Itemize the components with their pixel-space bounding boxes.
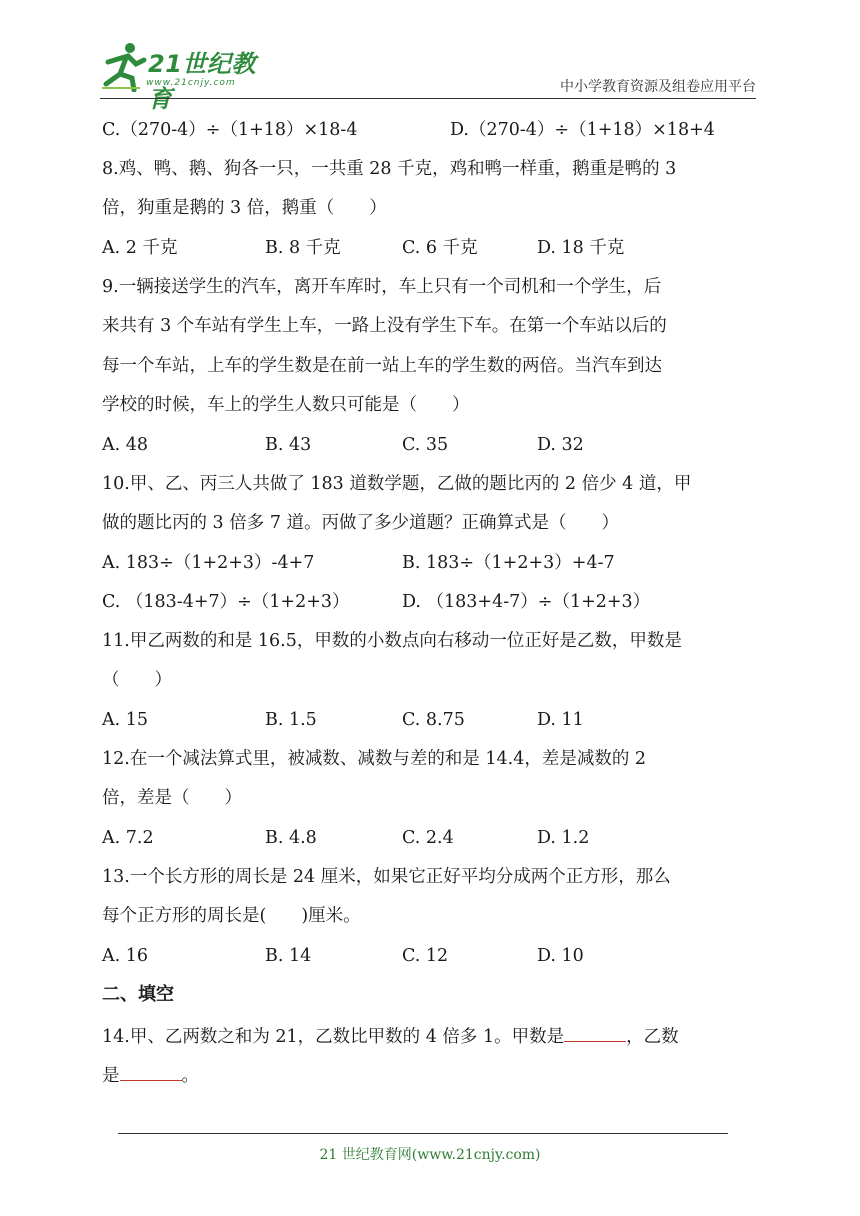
option-b: B. 8 千克 (265, 238, 341, 258)
question-8-line-1: 8.鸡、鸭、鹅、狗各一只，一共重 28 千克，鸡和鸭一样重，鹅重是鸭的 3 (102, 159, 677, 179)
question-9-line-3: 每一个车站，上车的学生数是在前一站上车的学生数的两倍。当汽车到达 (102, 356, 662, 376)
question-14-line-2 (102, 1060, 762, 1090)
option-a: A. 7.2 (102, 828, 154, 848)
option-c: C. 6 千克 (402, 238, 478, 258)
footer-link[interactable]: 21 世纪教育网(www.21cnjy.com) (319, 1147, 541, 1163)
option-c: C. 2.4 (402, 828, 454, 848)
option-d: D. （183+4-7）÷（1+2+3） (402, 592, 651, 612)
logo-url: www.21cnjy.com (146, 78, 236, 88)
runner-logo-icon (100, 40, 148, 92)
option-d: D.（270-4）÷（1+18）×18+4 (450, 120, 715, 140)
section-title: 二、填空 (102, 984, 174, 1005)
option-d: D. 11 (537, 710, 584, 730)
question-9-line-4: 学校的时候，车上的学生人数只可能是（ ） (102, 395, 470, 415)
option-a: A. 2 千克 (102, 238, 178, 258)
question-13-line-1: 13.一个长方形的周长是 24 厘米，如果它正好平均分成两个正方形，那么 (102, 867, 671, 887)
question-10-line-1: 10.甲、乙、丙三人共做了 183 道数学题，乙做的题比丙的 2 倍少 4 道，甲 (102, 474, 692, 494)
option-a: A. 48 (102, 435, 149, 455)
option-a: A. 16 (102, 946, 149, 966)
option-c: C. 12 (402, 946, 449, 966)
question-14-text: 14.甲、乙两数之和为 21，乙数比甲数的 4 倍多 1。甲数是 (102, 1027, 565, 1047)
question-9-line-2: 来共有 3 个车站有学生上车，一路上没有学生下车。在第一个车站以后的 (102, 316, 667, 336)
option-b: B. 14 (265, 946, 312, 966)
footer-divider (118, 1133, 728, 1134)
answer-blank-1[interactable] (564, 1021, 626, 1042)
question-12-line-2: 倍，差是（ ） (102, 788, 242, 808)
option-b: B. 4.8 (265, 828, 317, 848)
question-9-line-1: 9.一辆接送学生的汽车，离开车库时，车上只有一个司机和一个学生，后 (102, 277, 662, 297)
option-c: C.（270-4）÷（1+18）×18-4 (102, 120, 358, 140)
option-a: A. 15 (102, 710, 149, 730)
page-header (0, 0, 860, 113)
question-11-line-1: 11.甲乙两数的和是 16.5，甲数的小数点向右移动一位正好是乙数，甲数是 (102, 631, 682, 651)
question-8-line-2: 倍，狗重是鹅的 3 倍，鹅重（ ） (102, 198, 387, 218)
header-tagline: 中小学教育资源及组卷应用平台 (560, 79, 756, 95)
question-10-line-2: 做的题比丙的 3 倍多 7 道。丙做了多少道题？正确算式是（ ） (102, 513, 620, 533)
question-11-line-2: （ ） (102, 670, 172, 690)
question-14-text: 是 (102, 1066, 120, 1086)
logo-text: 21世纪教育 (148, 50, 256, 113)
site-logo[interactable] (100, 40, 280, 113)
question-13-line-2: 每个正方形的周长是( )厘米。 (102, 906, 361, 926)
option-d: D. 10 (537, 946, 584, 966)
option-b: B. 1.5 (265, 710, 317, 730)
option-d: D. 1.2 (537, 828, 590, 848)
option-d: D. 18 千克 (537, 238, 625, 258)
question-14-text: ，乙数 (626, 1027, 679, 1047)
answer-blank-2[interactable] (120, 1060, 182, 1081)
header-divider (100, 98, 756, 99)
question-12-line-1: 12.在一个减法算式里，被减数、减数与差的和是 14.4，差是减数的 2 (102, 749, 647, 769)
option-c: C. 8.75 (402, 710, 465, 730)
question-14-line-1 (102, 1021, 762, 1051)
question-14-text: 。 (181, 1066, 199, 1086)
option-c: C. 35 (402, 435, 449, 455)
option-c: C. （183-4+7）÷（1+2+3） (102, 592, 350, 612)
option-a: A. 183÷（1+2+3）-4+7 (102, 553, 315, 573)
option-b: B. 183÷（1+2+3）+4-7 (402, 553, 615, 573)
option-b: B. 43 (265, 435, 312, 455)
option-d: D. 32 (537, 435, 584, 455)
